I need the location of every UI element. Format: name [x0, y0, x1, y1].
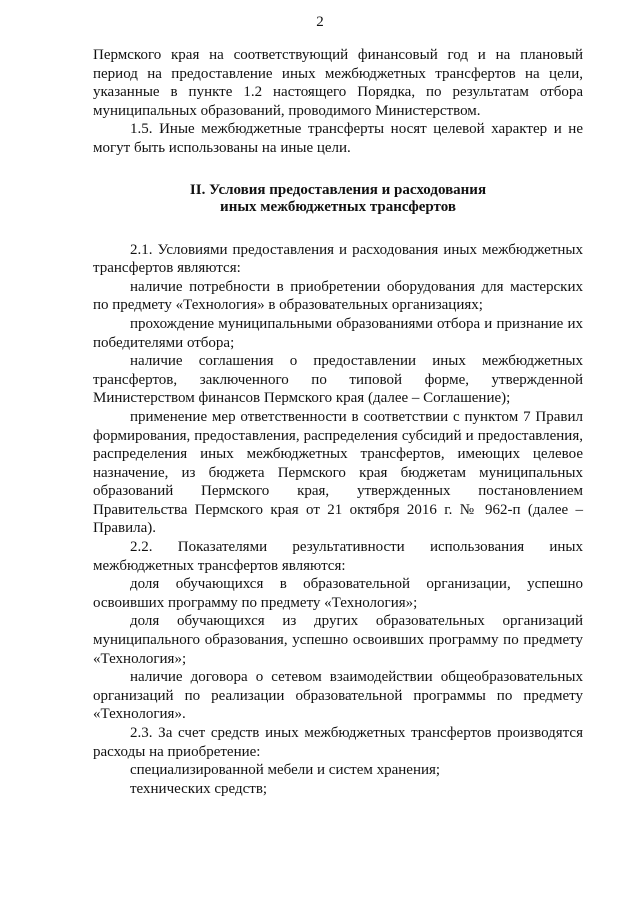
section-heading-line: II. Условия предоставления и расходования — [189, 181, 487, 198]
list-item: прохождение муниципальными образованиями отбора и признание их победителями отбора; — [93, 315, 583, 351]
list-item: наличие соглашения о предоставлении иных межбюджетных трансфертов, заключенного по типовой форме, утвержденной Министерством финансов Пермского края (далее – Соглашение); — [93, 353, 583, 407]
list-item: технических средств; — [130, 780, 268, 797]
paragraph-2-1: 2.1. Условиями предоставления и расходования иных межбюджетных трансфертов являются: — [93, 241, 583, 277]
list-item: наличие потребности в приобретении оборудования для мастерских по предмету «Технология» в образовательных организациях; — [93, 278, 583, 314]
page-number: 2 — [316, 14, 324, 30]
list-item: применение мер ответственности в соответствии с пунктом 7 Правил формирования, предоставления, распределения субсидий и предоставления, распределения иных межбюджетных трансфертов, имеющих целевое назначение, из бюджета Пермского края бюджетам муниципальных образований Пермского края, утвержденных постановлением Правительства Пермского края от 21 октября 2016 г. № 962-п (далее – Правила). — [93, 408, 583, 537]
paragraph: Пермского края на соответствующий финансовый год и на плановый период на предоставление иных межбюджетных трансфертов на цели, указанные в пункте 1.2 настоящего Порядка, по результатам отбора муниципальных образований, проводимого Министерством. — [93, 47, 583, 119]
list-item: специализированной мебели и систем хранения; — [130, 762, 441, 779]
list-item: доля обучающихся из других образовательных организаций муниципального образования, успешно освоивших программу по предмету «Технология»; — [93, 613, 583, 667]
paragraph: 1.5. Иные межбюджетные трансферты носят целевой характер и не могут быть использованы на иные цели. — [93, 121, 583, 156]
paragraph-2-2: 2.2. Показателями результативности использования иных межбюджетных трансфертов являются: — [93, 539, 583, 574]
section-heading — [93, 182, 583, 216]
document-body — [93, 46, 583, 798]
paragraph-2-3: 2.3. За счет средств иных межбюджетных трансфертов производятся расходы на приобретение: — [93, 725, 583, 760]
list-item: доля обучающихся в образовательной организации, успешно освоивших программу по предмету «Технология»; — [93, 576, 583, 611]
list-item: наличие договора о сетевом взаимодействии общеобразовательных организаций по реализации образовательной программы по предмету «Технология». — [93, 669, 583, 723]
section-heading-line: иных межбюджетных трансфертов — [220, 198, 456, 215]
